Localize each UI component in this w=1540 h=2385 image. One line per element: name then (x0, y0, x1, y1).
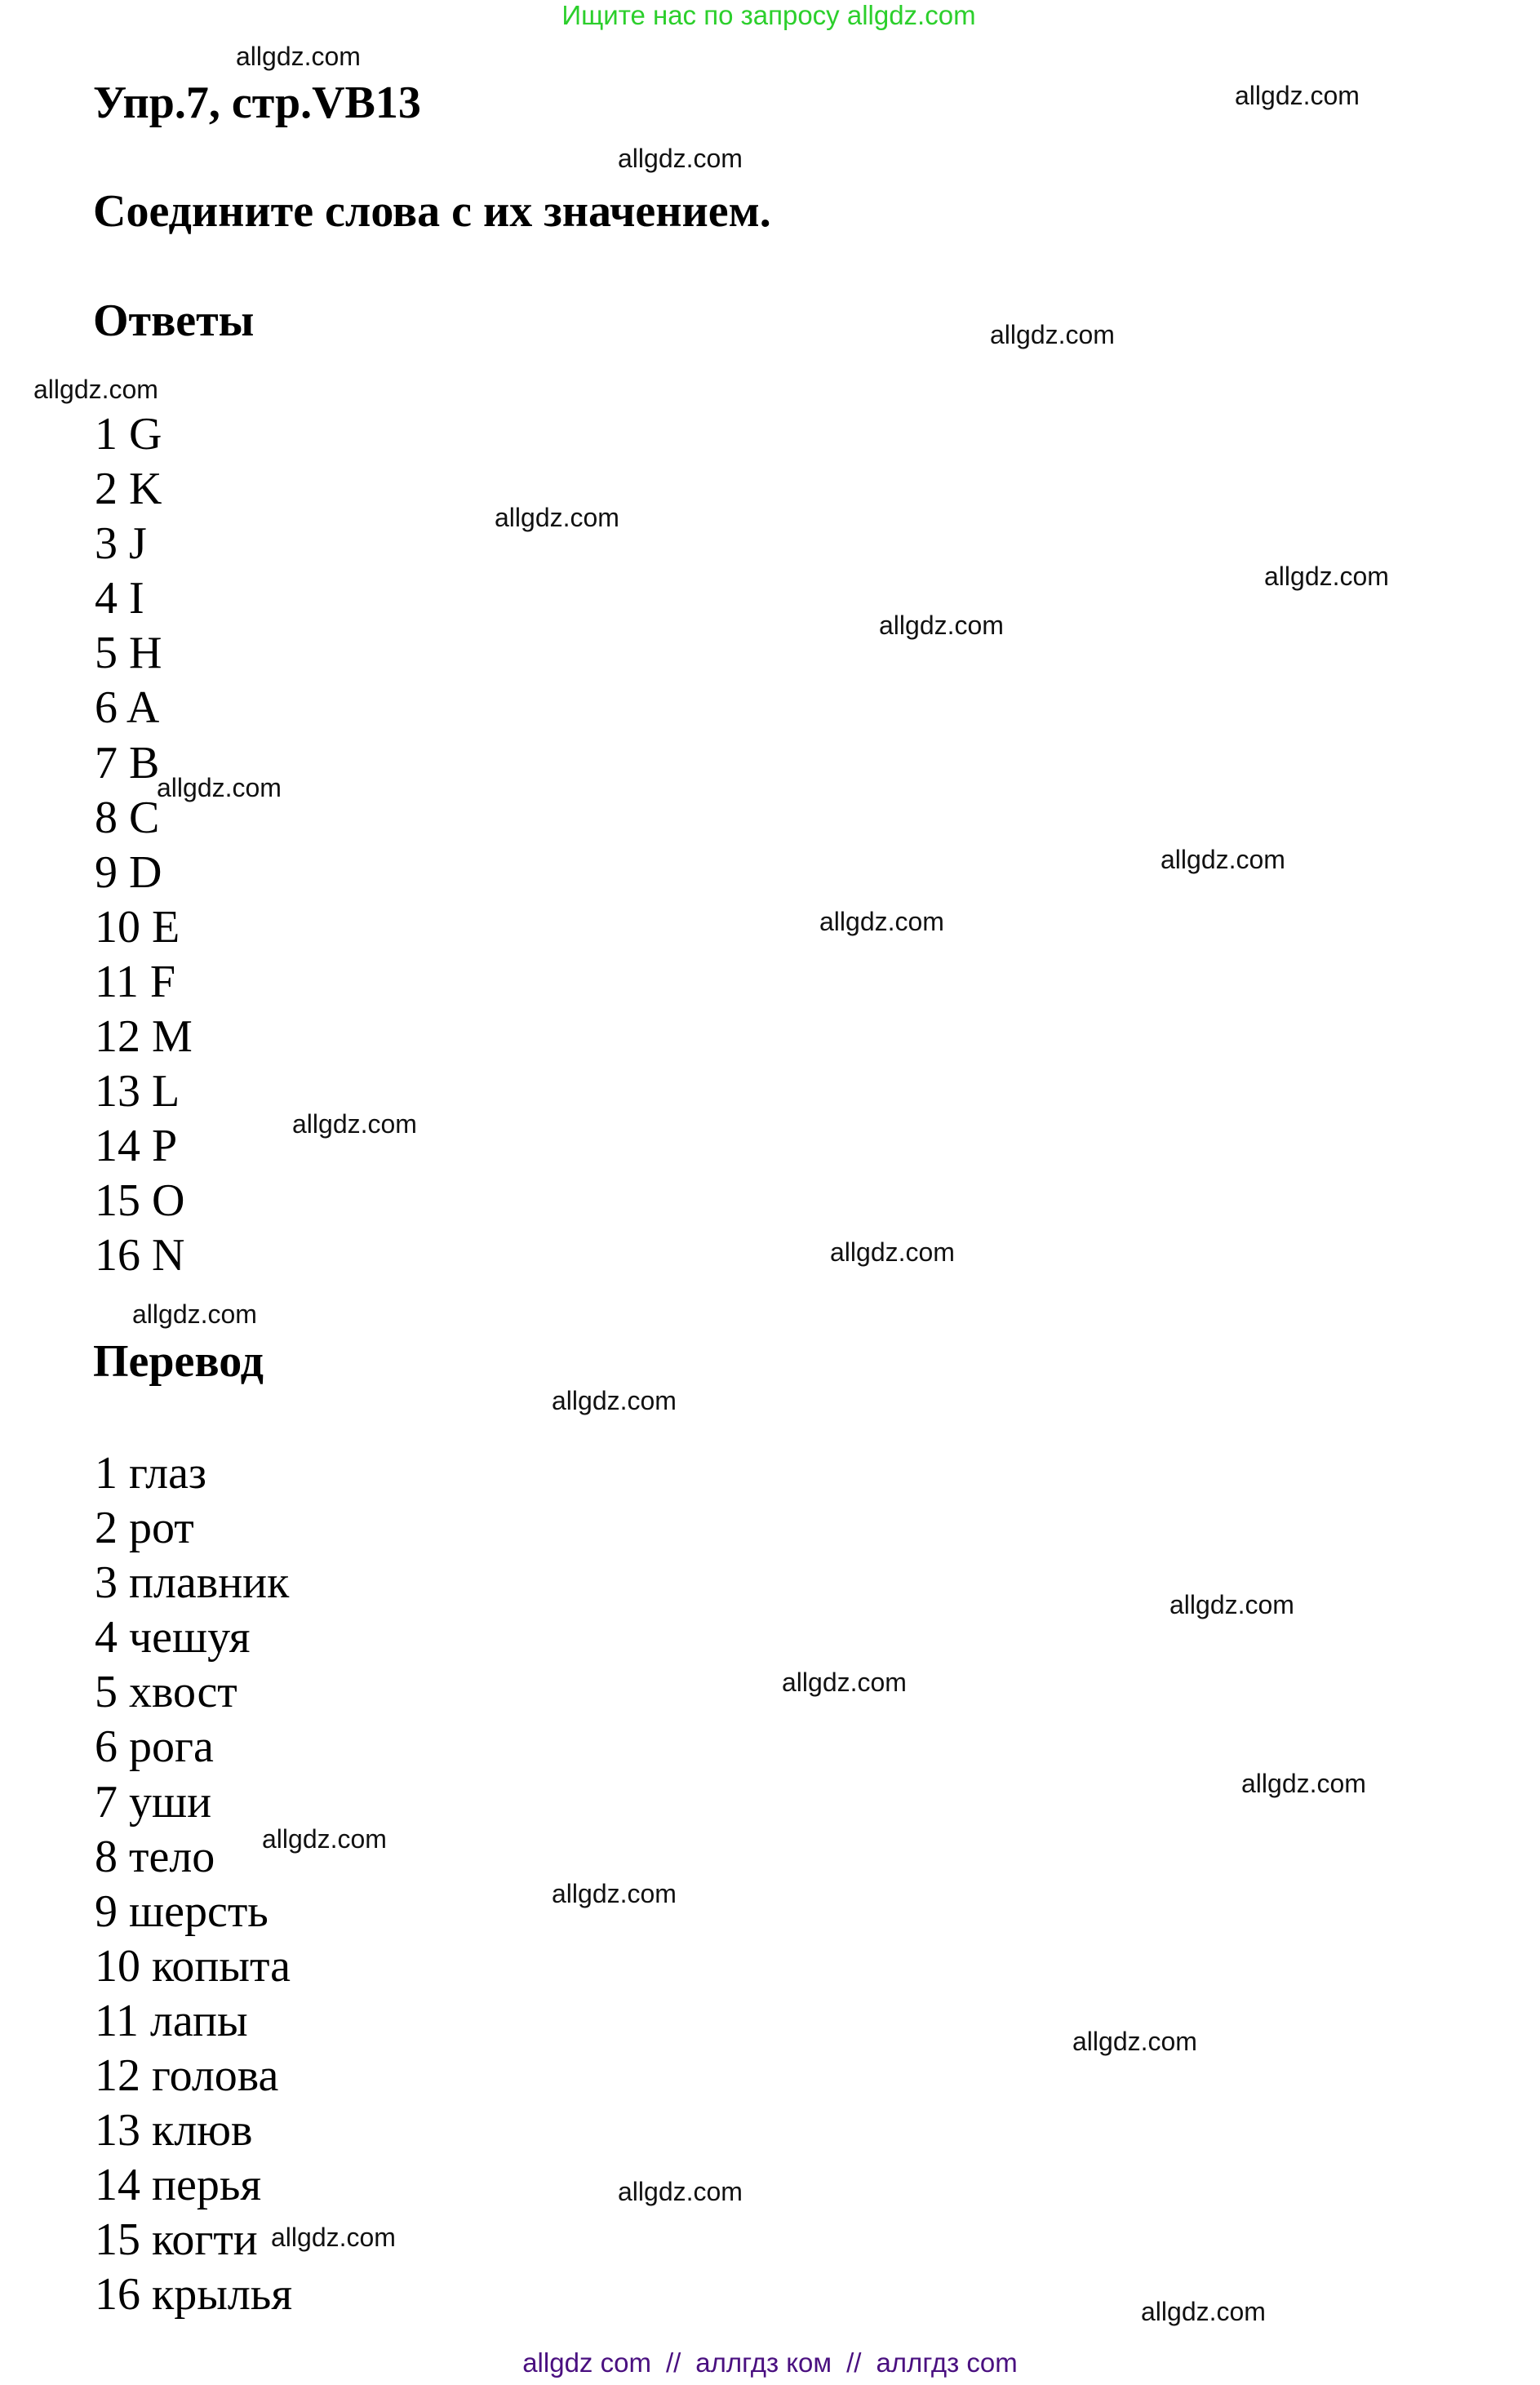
translation-item (95, 1939, 292, 1994)
answer-letter: C (129, 792, 160, 843)
promo-banner-text: Ищите нас по запросу allgdz.com (561, 0, 976, 30)
watermark: allgdz.com (1141, 2297, 1266, 2326)
answer-item (95, 1010, 193, 1064)
translation-list (95, 1446, 292, 2323)
watermark: allgdz.com (495, 503, 619, 532)
answer-number: 1 (95, 409, 118, 460)
answer-number: 12 (95, 1011, 140, 1063)
watermark: allgdz.com (236, 42, 361, 71)
answer-number: 2 (95, 464, 118, 515)
watermark: allgdz.com (819, 907, 944, 936)
translation-number: 5 (95, 1667, 118, 1718)
translation-item (95, 1720, 292, 1774)
watermark: allgdz.com (990, 320, 1115, 349)
watermark: allgdz.com (271, 2223, 396, 2252)
answer-item (95, 407, 193, 462)
watermark: allgdz.com (262, 1824, 387, 1854)
footer-link-3[interactable]: аллгдз com (876, 2347, 1018, 2378)
answer-letter: B (129, 737, 160, 788)
translation-item (95, 2267, 292, 2322)
translation-number: 3 (95, 1557, 118, 1609)
watermark: allgdz.com (1169, 1590, 1294, 1619)
footer-links (0, 2349, 1540, 2376)
translation-item (95, 2103, 292, 2158)
translation-word: перья (152, 2160, 262, 2211)
answer-letter: M (152, 1011, 193, 1063)
translation-number: 16 (95, 2269, 140, 2321)
watermark: allgdz.com (552, 1386, 677, 1415)
answer-item (95, 681, 193, 735)
translation-item (95, 1665, 292, 1720)
translation-word: хвост (129, 1667, 237, 1718)
watermark: allgdz.com (1072, 2027, 1197, 2056)
watermark: allgdz.com (552, 1879, 677, 1908)
translation-item (95, 2213, 292, 2267)
answer-number: 5 (95, 628, 118, 679)
answer-item (95, 462, 193, 517)
answer-number: 9 (95, 846, 118, 898)
footer-link-2[interactable]: аллгдз ком (695, 2347, 832, 2378)
answer-item (95, 571, 193, 626)
answer-item (95, 517, 193, 571)
translation-word: крылья (152, 2269, 293, 2321)
answer-number: 13 (95, 1066, 140, 1117)
answer-number: 8 (95, 792, 118, 843)
answer-number: 3 (95, 518, 118, 570)
answer-letter: A (126, 682, 160, 734)
translation-word: голова (152, 2050, 279, 2102)
watermark: allgdz.com (33, 375, 158, 404)
translation-word: лапы (149, 1995, 248, 2046)
answer-letter: H (129, 628, 162, 679)
watermark: allgdz.com (618, 2177, 743, 2206)
translation-word: глаз (129, 1448, 207, 1499)
answer-item (95, 1228, 193, 1283)
translation-number: 7 (95, 1776, 118, 1828)
answers-list (95, 407, 193, 1284)
translation-word: копыта (152, 1940, 291, 1992)
translation-word: плавник (129, 1557, 290, 1609)
answer-letter: O (152, 1175, 185, 1227)
answer-number: 6 (95, 682, 118, 734)
task-instruction: Соедините слова с их значением. (93, 186, 771, 237)
translation-number: 1 (95, 1448, 118, 1499)
answer-letter: N (152, 1230, 185, 1281)
watermark: allgdz.com (1161, 845, 1285, 874)
translation-number: 14 (95, 2160, 140, 2211)
translation-item (95, 2158, 292, 2213)
answer-item (95, 900, 193, 955)
answer-number: 16 (95, 1230, 140, 1281)
watermark: allgdz.com (618, 144, 743, 173)
footer-link-1[interactable]: allgdz com (522, 2347, 651, 2378)
translation-item (95, 2049, 292, 2103)
translation-number: 2 (95, 1503, 118, 1554)
answer-item (95, 955, 193, 1010)
footer-separator: // (846, 2347, 862, 2378)
watermark: allgdz.com (157, 773, 282, 802)
answer-letter: I (129, 573, 144, 624)
answer-letter: K (129, 464, 162, 515)
answer-number: 4 (95, 573, 118, 624)
answer-item (95, 1119, 193, 1174)
answer-letter: E (152, 901, 180, 953)
translation-item (95, 1501, 292, 1556)
translation-word: рот (129, 1503, 194, 1554)
translation-item (95, 1994, 292, 2049)
answer-item (95, 846, 193, 900)
translation-word: рога (129, 1721, 214, 1773)
answer-number: 14 (95, 1121, 140, 1172)
watermark: allgdz.com (830, 1237, 955, 1267)
answer-letter: P (152, 1121, 178, 1172)
answer-number: 15 (95, 1175, 140, 1227)
translation-item (95, 1556, 292, 1610)
watermark: allgdz.com (1264, 562, 1389, 591)
watermark: allgdz.com (1235, 81, 1360, 110)
promo-banner (0, 2, 1540, 29)
watermark: allgdz.com (132, 1299, 257, 1329)
watermark: allgdz.com (782, 1668, 907, 1697)
answer-letter: G (129, 409, 162, 460)
translation-item (95, 1775, 292, 1830)
translation-word: клюв (152, 2105, 253, 2156)
translation-number: 10 (95, 1940, 140, 1992)
translation-number: 12 (95, 2050, 140, 2102)
exercise-title: Упр.7, стр.VB13 (93, 78, 421, 128)
watermark: allgdz.com (1241, 1769, 1366, 1798)
translation-word: уши (129, 1776, 212, 1828)
translation-number: 4 (95, 1612, 118, 1663)
answer-number: 11 (95, 956, 139, 1007)
watermark: allgdz.com (879, 611, 1004, 640)
answers-heading: Ответы (93, 295, 255, 346)
answer-item (95, 1174, 193, 1228)
translation-number: 15 (95, 2214, 140, 2266)
translation-number: 8 (95, 1831, 118, 1882)
answer-number: 10 (95, 901, 140, 953)
translation-number: 13 (95, 2105, 140, 2156)
answer-letter: F (149, 956, 176, 1007)
translation-item (95, 1610, 292, 1665)
translation-word: тело (129, 1831, 215, 1882)
translation-heading: Перевод (93, 1336, 264, 1387)
translation-item (95, 1446, 292, 1501)
translation-number: 9 (95, 1885, 118, 1937)
translation-number: 6 (95, 1721, 118, 1773)
translation-item (95, 1885, 292, 1939)
translation-word: когти (152, 2214, 258, 2266)
answer-number: 7 (95, 737, 118, 788)
footer-separator: // (665, 2347, 681, 2378)
translation-word: шерсть (129, 1885, 269, 1937)
answer-item (95, 626, 193, 681)
translation-number: 11 (95, 1995, 139, 2046)
answer-letter: D (129, 846, 162, 898)
answer-letter: L (152, 1066, 180, 1117)
translation-word: чешуя (129, 1612, 251, 1663)
answer-item (95, 1064, 193, 1119)
answer-letter: J (129, 518, 147, 570)
watermark: allgdz.com (292, 1109, 417, 1139)
